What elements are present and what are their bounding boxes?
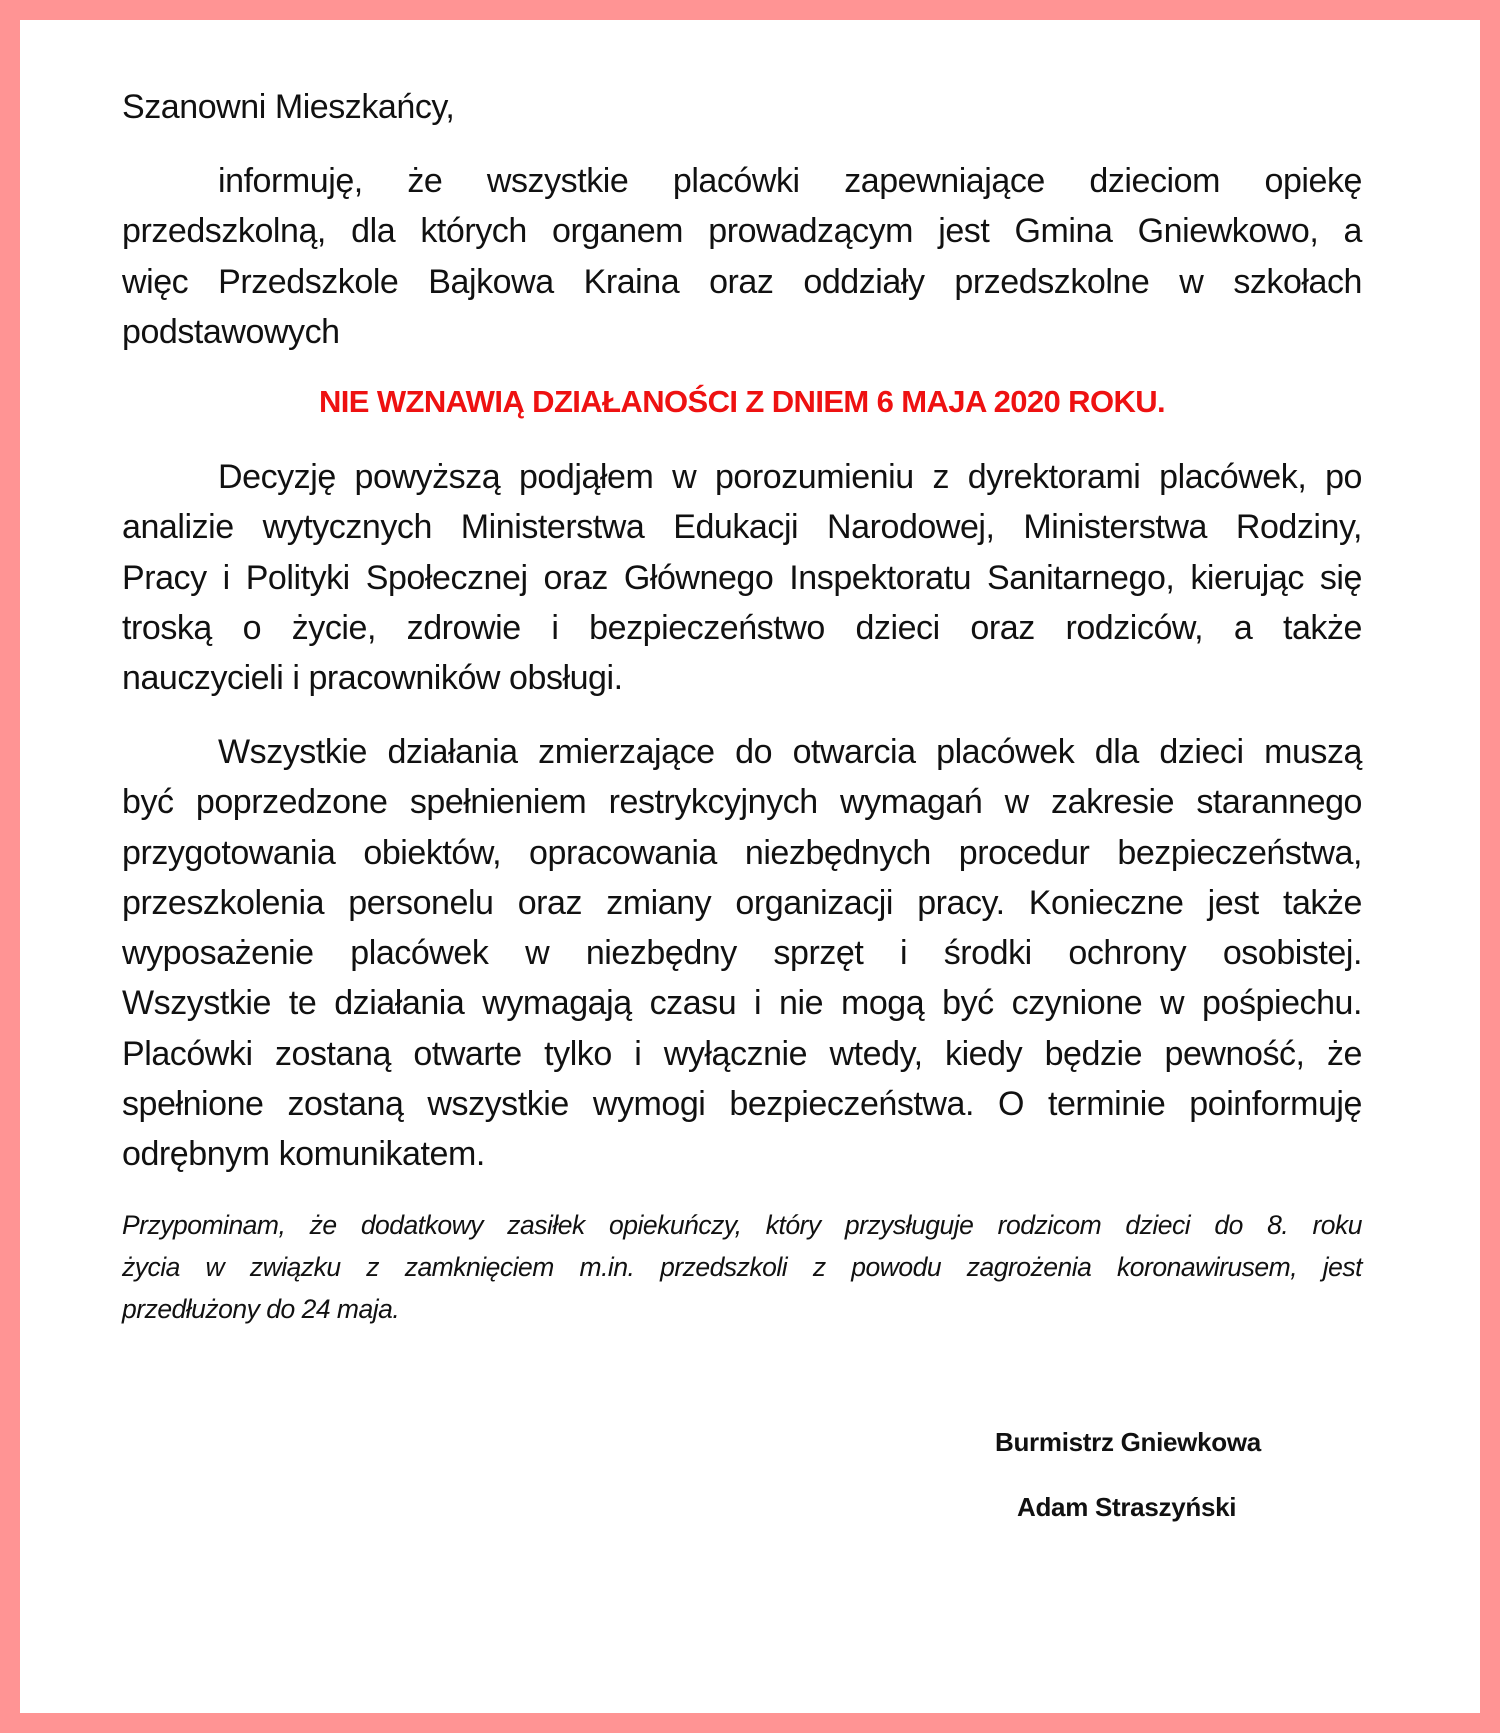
paragraph-3 [122,727,1362,1180]
paragraph-line: analizie wytycznych Ministerstwa Edukacji Narodowej, Ministerstwa Rodziny, [122,508,1362,547]
signature-title: Burmistrz Gniewkowa [995,1427,1261,1457]
paragraph-line: spełnione zostaną wszystkie wymogi bezpieczeństwa. O terminie poinformuję [122,1085,1362,1124]
paragraph-line: być poprzedzone spełnieniem restrykcyjnych wymagań w zakresie starannego [122,783,1362,822]
note-line: życia w związku z zamknięciem m.in. przedszkoli z powodu zagrożenia koronawirusem, jest [122,1252,1362,1282]
announcement-headline: NIE WZNAWIĄ DZIAŁANOŚCI Z DNIEM 6 MAJA 2020 ROKU. [318,384,1166,419]
benefit-note [122,1204,1362,1330]
paragraph-line: przedszkolną, dla których organem prowadzącym jest Gmina Gniewkowo, a [122,212,1362,251]
paragraph-line: przygotowania obiektów, opracowania niezbędnych procedur bezpieczeństwa, [122,833,1362,872]
note-line: przedłużony do 24 maja. [122,1294,400,1324]
greeting [122,82,1362,132]
paragraph-line: więc Przedszkole Bajkowa Kraina oraz oddziały przedszkolne w szkołach [122,262,1362,301]
paragraph-line: troską o życie, zdrowie i bezpieczeństwo dzieci oraz rodziców, a także [122,608,1362,647]
note-line: Przypominam, że dodatkowy zasiłek opiekuńczy, który przysługuje rodzicom dzieci do 8. roku [122,1210,1362,1240]
paragraph-line: podstawowych [122,312,340,351]
letter-page [20,20,1480,1713]
paragraph-line: Wszystkie działania zmierzające do otwarcia placówek dla dzieci muszą [218,733,1362,771]
paragraph-2 [122,452,1362,703]
paragraph-line: wyposażenie placówek w niezbędny sprzęt i środki ochrony osobistej. [122,934,1362,973]
paragraph-line: Placówki zostaną otwarte tylko i wyłącznie wtedy, kiedy będzie pewność, że [122,1034,1362,1073]
paragraph-line: nauczycieli i pracowników obsługi. [122,659,623,698]
paragraph-1 [122,156,1362,357]
signature-name: Adam Straszyński [1017,1492,1237,1522]
paragraph-line: Wszystkie te działania wymagają czasu i nie mogą być czynione w pośpiechu. [122,984,1362,1023]
greeting-text: Szanowni Mieszkańcy, [122,88,455,126]
paragraph-line: Pracy i Polityki Społecznej oraz Głównego Inspektoratu Sanitarnego, kierując się [122,558,1362,597]
paragraph-line: Decyzję powyższą podjąłem w porozumieniu z dyrektorami placówek, po [218,458,1362,496]
paragraph-line: przeszkolenia personelu oraz zmiany organizacji pracy. Konieczne jest także [122,883,1362,922]
paragraph-line: informuję, że wszystkie placówki zapewniające dzieciom opiekę [218,162,1362,200]
paragraph-line: odrębnym komunikatem. [122,1135,485,1174]
